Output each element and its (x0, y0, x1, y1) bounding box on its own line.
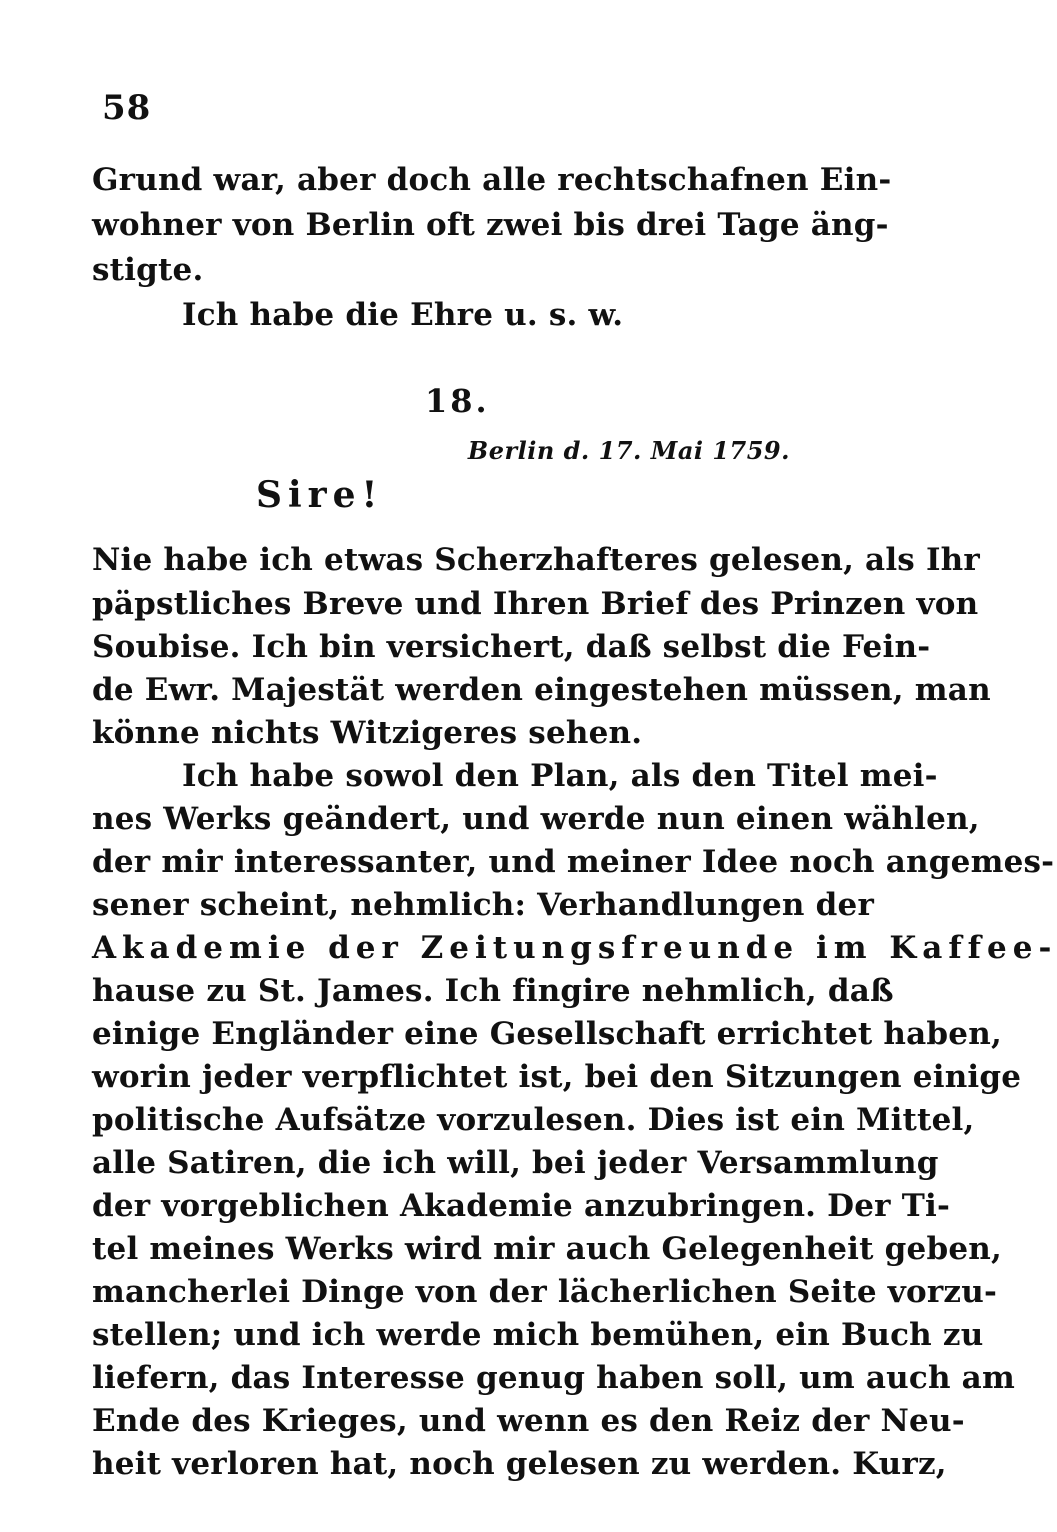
letter-closing: Ich habe die Ehre u. s. w. (182, 297, 624, 333)
text-line: Grund war, aber doch alle rechtschafnen Ein- (92, 162, 892, 198)
page-number: 58 (102, 88, 152, 128)
text-line: politische Aufsätze vorzulesen. Dies ist ein Mittel, (92, 1102, 975, 1138)
letter-dateline: Berlin d. 17. Mai 1759. (467, 436, 790, 465)
text-line: heit verloren hat, noch gelesen zu werden. Kurz, (92, 1446, 947, 1482)
text-line: päpstliches Breve und Ihren Brief des Prinzen von (92, 586, 979, 622)
text-line: Soubise. Ich bin versichert, daß selbst die Fein- (92, 629, 931, 665)
text-line: tel meines Werks wird mir auch Gelegenheit geben, (92, 1231, 1002, 1267)
text-line: könne nichts Witzigeres sehen. (92, 715, 643, 751)
text-line: wohner von Berlin oft zwei bis drei Tage äng- (92, 207, 889, 243)
text-line: der mir interessanter, und meiner Idee noch angemes- (92, 844, 1055, 880)
text-line: stigte. (92, 252, 204, 288)
text-line: alle Satiren, die ich will, bei jeder Versammlung (92, 1145, 939, 1181)
text-line: de Ewr. Majestät werden eingestehen müssen, man (92, 672, 991, 708)
text-line: mancherlei Dinge von der lächerlichen Seite vorzu- (92, 1274, 998, 1310)
text-line: Ende des Krieges, und wenn es den Reiz der Neu- (92, 1403, 965, 1439)
text-line: liefern, das Interesse genug haben soll, um auch am (92, 1360, 1015, 1396)
text-line: Ich habe sowol den Plan, als den Titel mei- (182, 758, 938, 794)
text-line: Akademie der Zeitungsfreunde im Kaffee- (92, 930, 1057, 966)
text-line: einige Engländer eine Gesellschaft errichtet haben, (92, 1016, 1002, 1052)
text-line: der vorgeblichen Akademie anzubringen. Der Ti- (92, 1188, 951, 1224)
letter-salutation: Sire! (256, 474, 384, 516)
text-line: sener scheint, nehmlich: Verhandlungen der (92, 887, 874, 923)
text-line: stellen; und ich werde mich bemühen, ein Buch zu (92, 1317, 984, 1353)
text-line: hause zu St. James. Ich fingire nehmlich, daß (92, 973, 894, 1009)
text-line: Nie habe ich etwas Scherzhafteres gelesen, als Ihr (92, 542, 980, 578)
text-line: worin jeder verpflichtet ist, bei den Sitzungen einige (92, 1059, 1022, 1095)
letter-number: 18. (425, 382, 490, 420)
text-line: nes Werks geändert, und werde nun einen wählen, (92, 801, 980, 837)
